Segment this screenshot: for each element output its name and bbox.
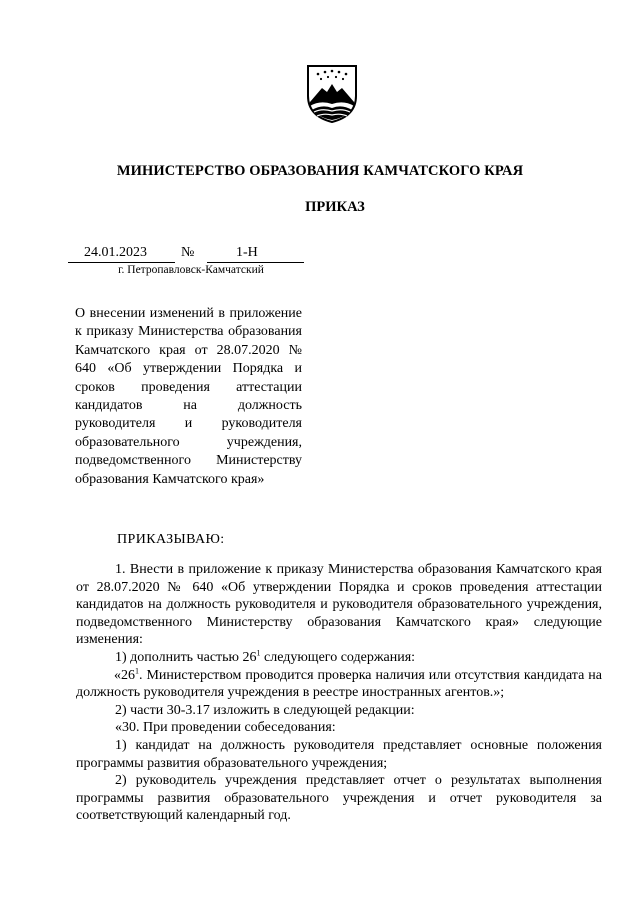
body-paragraph-2-text-end: следующего содержания: xyxy=(260,649,416,665)
order-city: г. Петропавловск-Камчатский xyxy=(118,264,264,276)
body-paragraph-2 xyxy=(76,649,602,667)
body-paragraph-4: 2) части 30-3.17 изложить в следующей редакции: xyxy=(115,702,415,718)
order-subject: О внесении изменений в приложение к приказу Министерства образования Камчатского края от 28.07.2020 № 640 «Об утверждении Порядка и сроков проведения аттестации кандидатов на должность руководителя и руководителя образовательного учреждения, подведомственного Министерству образования Камчатского края» xyxy=(75,306,302,487)
body-paragraph-3-text-end: . Министерством проводится проверка наличия или отсутствия кандидата на должность руководителя учреждения в реестре иностранных агентов.»; xyxy=(76,667,602,701)
order-number: 1-Н xyxy=(236,245,258,260)
directive-heading: ПРИКАЗЫВАЮ: xyxy=(117,532,225,547)
body-paragraph-3-text: «26 xyxy=(114,667,135,683)
order-date: 24.01.2023 xyxy=(84,245,147,260)
coat-of-arms-icon xyxy=(300,60,364,124)
body-paragraph-5: «30. При проведении собеседования: xyxy=(115,720,336,736)
order-body xyxy=(76,561,602,825)
order-number-sign: № xyxy=(181,245,195,260)
superscript: 1 xyxy=(256,648,261,658)
number-underline xyxy=(207,262,304,263)
body-paragraph-1: 1. Внести в приложение к приказу Министерства образования Камчатского края от 28.07.2020 № 640 «Об утверждении Порядка и сроков проведения аттестации кандидатов на должность руководителя и руководителя образовательного учреждения, подведомственного Министерству образования Камчатского края» следующие изменения: xyxy=(76,562,602,648)
body-paragraph-7: 2) руководитель учреждения представляет отчет о результатах выполнения программы развития образовательного учреждения и отчет руководителя за соответствующий календарный год. xyxy=(76,773,602,824)
body-paragraph-2-text: 1) дополнить частью 26 xyxy=(115,649,257,665)
superscript: 1 xyxy=(135,665,139,675)
date-underline xyxy=(68,262,175,263)
ministry-title: МИНИСТЕРСТВО ОБРАЗОВАНИЯ КАМЧАТСКОГО КРАЯ xyxy=(116,163,524,179)
body-paragraph-6: 1) кандидат на должность руководителя представляет основные положения программы развития образовательного учреждения; xyxy=(76,737,602,771)
body-paragraph-3 xyxy=(76,667,602,702)
document-type-title: ПРИКАЗ xyxy=(305,199,365,215)
